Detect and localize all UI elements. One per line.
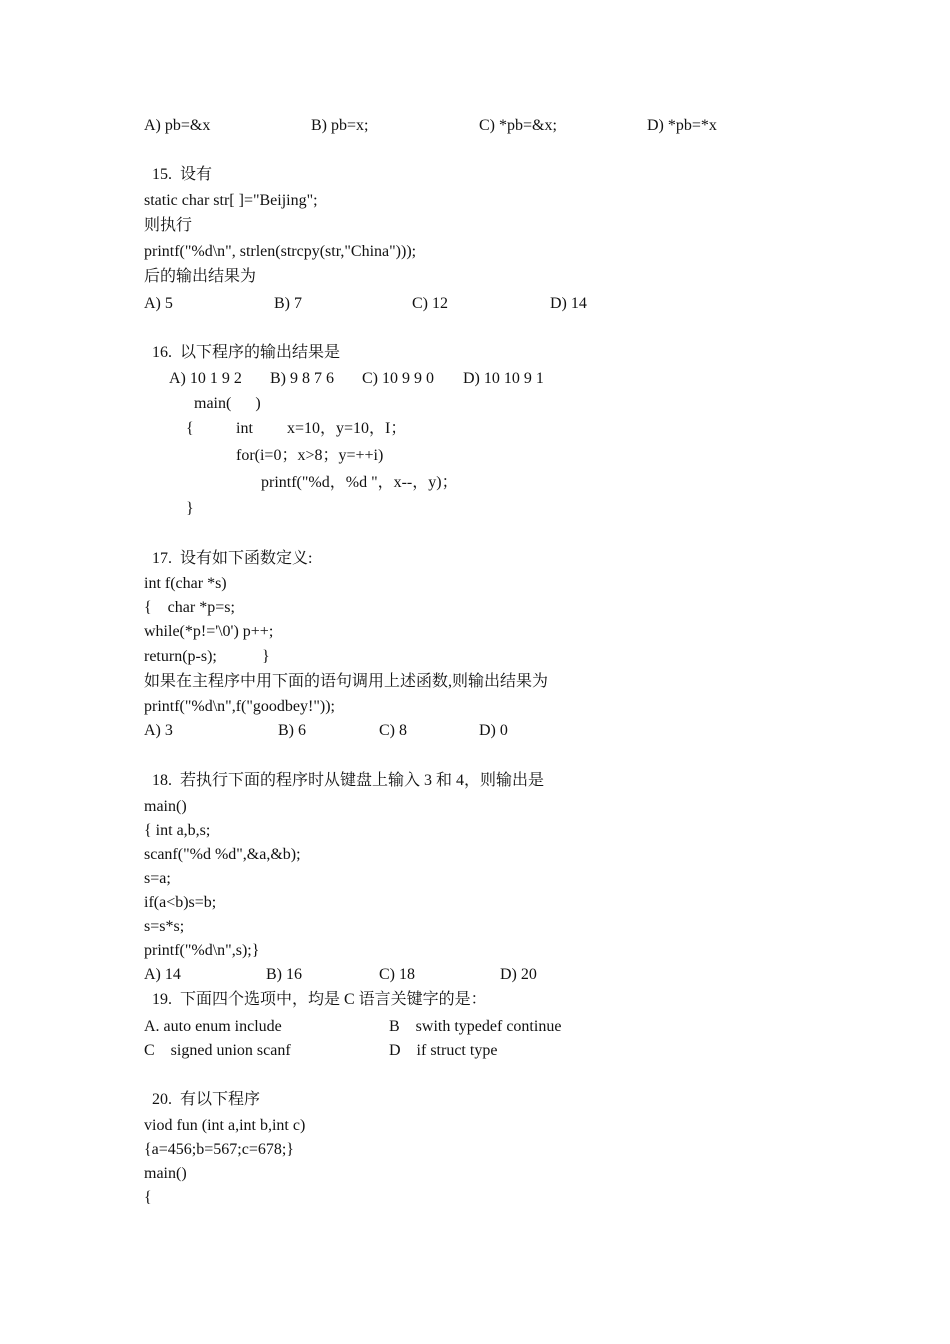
q20-code-line: viod fun (int a,int b,int c) (144, 1117, 306, 1134)
q16-code-line: main( ) (194, 395, 261, 412)
q15-code-line: printf("%d\n", strlen(strcpy(str,"China"))); (144, 243, 417, 260)
q17-option-b: B) 6 (278, 722, 306, 739)
q18-code-line: { int a,b,s; (144, 822, 211, 839)
q14-option-b: B) pb=x; (311, 117, 369, 134)
q20-code-line: main() (144, 1165, 187, 1182)
q15-heading: 15. 设有 (152, 166, 213, 183)
q16-option-b: B) 9 8 7 6 (270, 370, 334, 387)
q19-heading: 19. 下面四个选项中，均是 C 语言关键字的是： (152, 991, 487, 1008)
q17-code-line: } (262, 648, 270, 665)
q16-option-a: A) 10 1 9 2 (169, 370, 242, 387)
q19-option-a: A. auto enum include (144, 1018, 282, 1035)
q18-code-line: s=a; (144, 870, 171, 887)
q18-code-line: s=s*s; (144, 918, 185, 935)
q20-heading: 20. 有以下程序 (152, 1091, 261, 1108)
q16-code-line: for(i=0；x>8；y=++i) (236, 447, 384, 464)
q16-code-line: x=10，y=10，I； (287, 420, 407, 437)
q17-option-d: D) 0 (479, 722, 508, 739)
q15-option-a: A) 5 (144, 295, 173, 312)
q17-code-line: { char *p=s; (144, 599, 235, 616)
q15-option-c: C) 12 (412, 295, 448, 312)
q15-option-d: D) 14 (550, 295, 587, 312)
q15-code-line: static char str[ ]="Beijing"; (144, 192, 318, 209)
q18-option-b: B) 16 (266, 966, 302, 983)
q16-heading: 16. 以下程序的输出结果是 (152, 344, 341, 361)
q16-option-c: C) 10 9 9 0 (362, 370, 434, 387)
q18-heading: 18. 若执行下面的程序时从键盘上输入 3 和 4，则输出是 (152, 772, 545, 789)
q17-heading: 17. 设有如下函数定义: (152, 550, 313, 567)
q17-code-line: int f(char *s) (144, 575, 227, 592)
q18-code-line: printf("%d\n",s);} (144, 942, 260, 959)
q19-option-d: D if struct type (389, 1042, 498, 1059)
q16-code-line: { (186, 420, 194, 437)
q14-option-d: D) *pb=*x (647, 117, 717, 134)
q18-code-line: main() (144, 798, 187, 815)
q15-option-b: B) 7 (274, 295, 302, 312)
q17-option-a: A) 3 (144, 722, 173, 739)
q16-code-line: int (236, 420, 253, 437)
q16-code-line: printf("%d，%d "，x--，y)； (261, 474, 458, 491)
q19-option-b: B swith typedef continue (389, 1018, 562, 1035)
q17-code-line: printf("%d\n",f("goodbey!")); (144, 698, 335, 715)
q16-code-line: } (186, 500, 194, 517)
q18-code-line: if(a<b)s=b; (144, 894, 217, 911)
q20-code-line: {a=456;b=567;c=678;} (144, 1141, 294, 1158)
q16-option-d: D) 10 10 9 1 (463, 370, 544, 387)
q14-option-c: C) *pb=&x; (479, 117, 557, 134)
q20-code-line: { (144, 1189, 152, 1206)
q18-code-line: scanf("%d %d",&a,&b); (144, 846, 301, 863)
q18-option-d: D) 20 (500, 966, 537, 983)
q18-option-c: C) 18 (379, 966, 415, 983)
q17-option-c: C) 8 (379, 722, 407, 739)
q15-text-line: 后的输出结果为 (144, 268, 257, 285)
q19-option-c: C signed union scanf (144, 1042, 291, 1059)
q17-code-line: while(*p!='\0') p++; (144, 623, 274, 640)
q14-option-a: A) pb=&x (144, 117, 211, 134)
q18-option-a: A) 14 (144, 966, 181, 983)
q17-text-line: 如果在主程序中用下面的语句调用上述函数,则输出结果为 (144, 673, 549, 690)
q17-code-line: return(p-s); (144, 648, 217, 665)
q15-text-line: 则执行 (144, 217, 193, 234)
